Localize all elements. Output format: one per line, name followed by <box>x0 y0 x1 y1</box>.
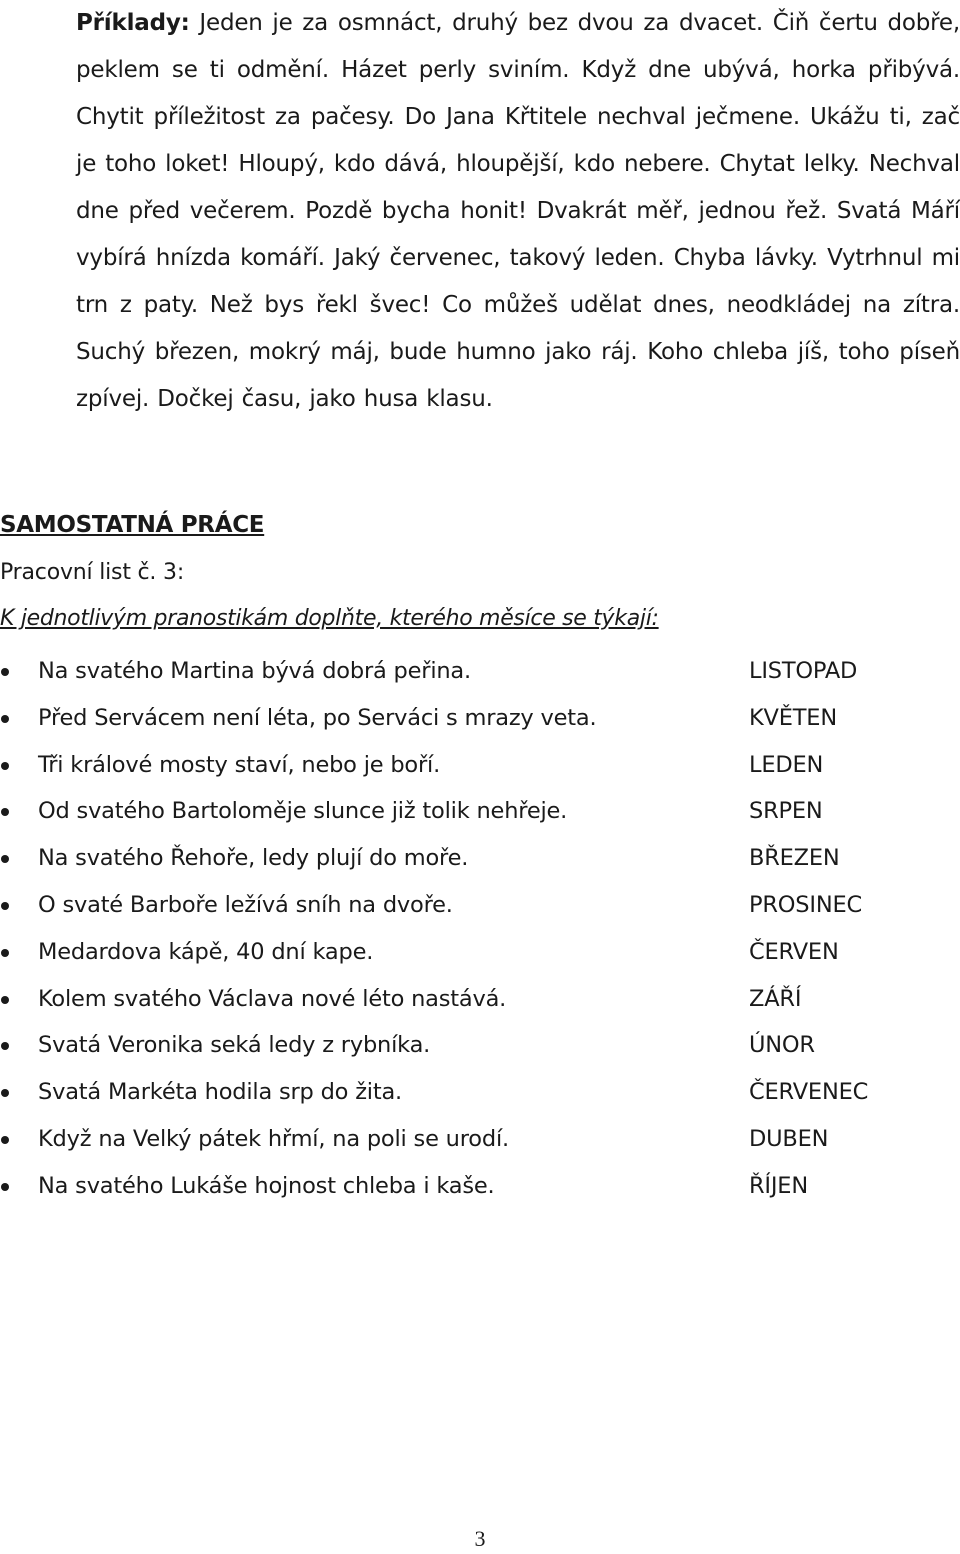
examples-text: Jeden je za osmnáct, druhý bez dvou za dvacet. Čiň čertu dobře, peklem se ti odmění. Házet perly sviním. Když dne ubývá, horka přibývá. Chytit příležitost za pačesy. Do Jana Křtitele nechval ječmene. Ukážu ti, zač je toho loket! Hloupý, kdo dává, hloupější, kdo nebere. Chytat lelky. Nechval dne před večerem. Pozdě bycha honit! Dvakrát měř, jednou řež. Svatá Máří vybírá hnízda komáří. Jaký červenec, takový leden. Chyba lávky. Vytrhnul mi trn z paty. Než bys řekl švec! Co můžeš udělat dnes, neodkládej na zítra. Suchý březen, mokrý máj, bude humno jako ráj. Koho chleba jíš, toho píseň zpívej. Dočkej času, jako husa klasu. <box>76 10 960 412</box>
month-answer: LISTOPAD <box>749 658 858 684</box>
list-item <box>0 1116 960 1163</box>
list-item <box>0 929 960 976</box>
bullet-icon <box>1 1183 9 1191</box>
list-item <box>0 835 960 882</box>
bullet-icon <box>1 808 9 816</box>
list-item <box>0 1022 960 1069</box>
proverb-text: Medardova kápě, 40 dní kape. <box>38 938 374 965</box>
proverb-text: Na svatého Řehoře, ledy plují do moře. <box>38 845 469 872</box>
bullet-icon <box>1 715 9 723</box>
list-item <box>0 1163 960 1210</box>
proverb-text: Svatá Markéta hodila srp do žita. <box>38 1079 403 1106</box>
list-item <box>0 648 960 695</box>
month-answer: ČERVENEC <box>749 1079 869 1106</box>
month-answer: SRPEN <box>749 798 823 825</box>
examples-paragraph <box>76 0 960 423</box>
month-answer: KVĚTEN <box>749 704 837 731</box>
bullet-icon <box>1 668 9 676</box>
month-answer: ČERVEN <box>749 938 839 965</box>
section-title: SAMOSTATNÁ PRÁCE <box>0 512 265 538</box>
month-answer: PROSINEC <box>749 891 862 918</box>
list-item <box>0 742 960 789</box>
proverb-text: Před Servácem není léta, po Serváci s mrazy veta. <box>38 704 597 731</box>
month-answer: ZÁŘÍ <box>749 985 802 1012</box>
bullet-icon <box>1 855 9 863</box>
list-item <box>0 976 960 1023</box>
bullet-icon <box>1 1042 9 1050</box>
month-answer: ŘÍJEN <box>749 1172 808 1199</box>
proverb-text: Od svatého Bartoloměje slunce již tolik nehřeje. <box>38 798 568 825</box>
proverb-text: Tři králové mosty staví, nebo je boří. <box>38 751 441 778</box>
month-answer: BŘEZEN <box>749 845 840 872</box>
bullet-icon <box>1 902 9 910</box>
proverb-list <box>0 648 960 1210</box>
bullet-icon <box>1 1136 9 1144</box>
bullet-icon <box>1 996 9 1004</box>
instruction-text: K jednotlivým pranostikám doplňte, kterého měsíce se týkají: <box>0 606 659 631</box>
examples-lead: Příklady: <box>76 10 190 36</box>
proverb-text: O svaté Barboře ležívá sníh na dvoře. <box>38 891 453 918</box>
bullet-icon <box>1 762 9 770</box>
month-answer: ÚNOR <box>749 1032 815 1059</box>
list-item <box>0 1069 960 1116</box>
proverb-text: Když na Velký pátek hřmí, na poli se urodí. <box>38 1125 509 1152</box>
worksheet-label: Pracovní list č. 3: <box>0 560 185 585</box>
list-item <box>0 695 960 742</box>
bullet-icon <box>1 1089 9 1097</box>
proverb-text: Na svatého Martina bývá dobrá peřina. <box>38 658 471 684</box>
month-answer: LEDEN <box>749 751 824 778</box>
list-item <box>0 788 960 835</box>
proverb-text: Svatá Veronika seká ledy z rybníka. <box>38 1032 431 1059</box>
month-answer: DUBEN <box>749 1125 829 1152</box>
proverb-text: Kolem svatého Václava nové léto nastává. <box>38 985 507 1012</box>
proverb-text: Na svatého Lukáše hojnost chleba i kaše. <box>38 1172 495 1199</box>
bullet-icon <box>1 949 9 957</box>
list-item <box>0 882 960 929</box>
page-number: 3 <box>474 1526 486 1551</box>
